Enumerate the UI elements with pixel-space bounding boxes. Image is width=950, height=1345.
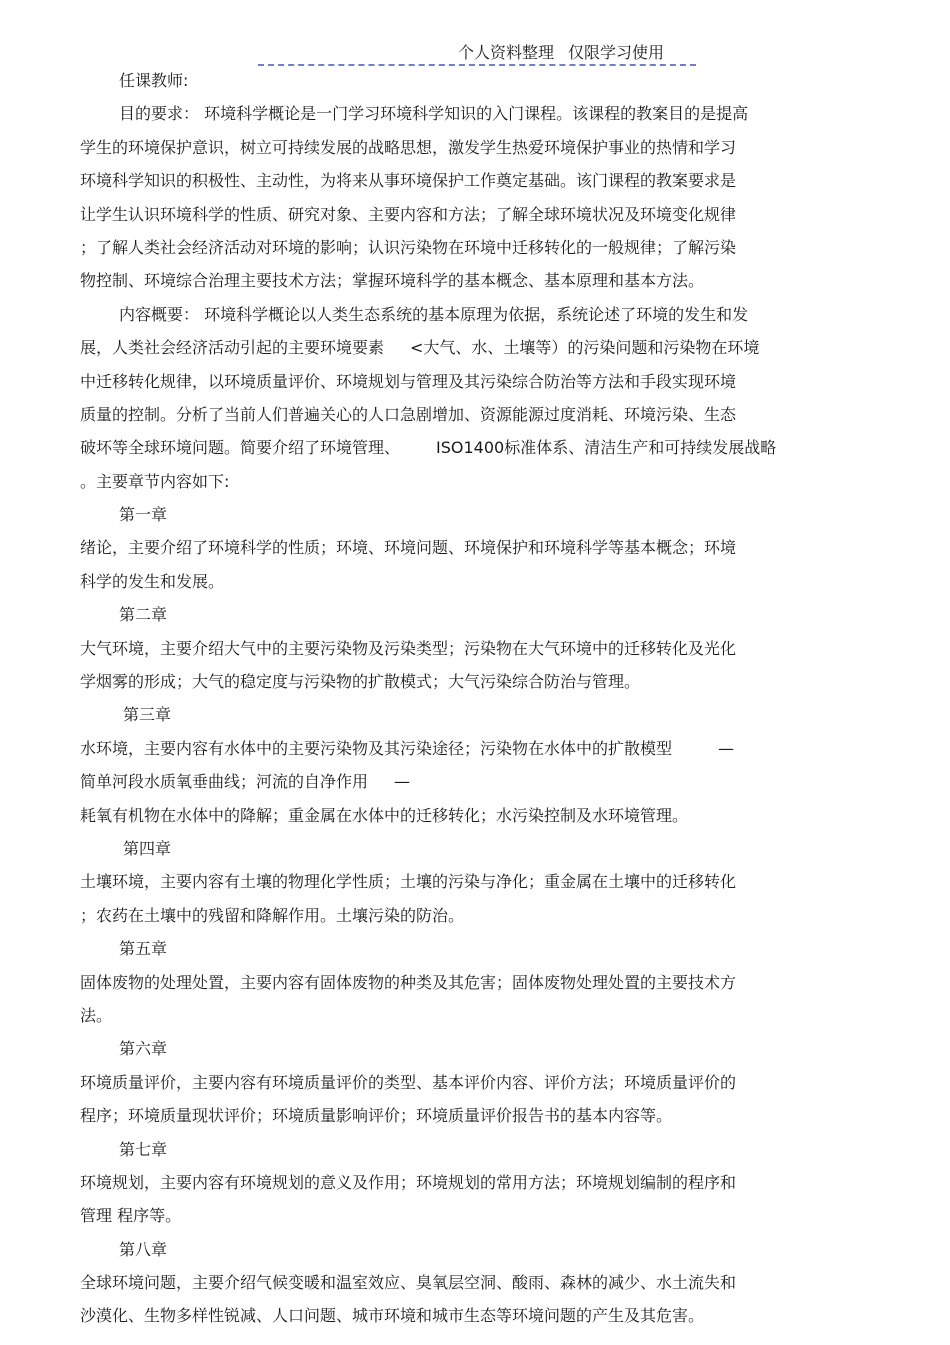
- chapter-1-line-2: 科学的发生和发展。: [80, 571, 225, 591]
- chapter-5-line-2: 法。: [80, 1005, 113, 1025]
- chapter-2-line-1: 大气环境，主要介绍大气中的主要污染物及污染类型；污染物在大气环境中的迁移转化及光化: [80, 638, 737, 658]
- chapter-2-line-2: 学烟雾的形成；大气的稳定度与污染物的扩散模式；大气污染综合防治与管理。: [80, 672, 641, 692]
- chapter-8-line-1: 全球环境问题，主要介绍气候变暖和温室效应、臭氧层空洞、酸雨、森林的减少、水土流失和: [80, 1273, 737, 1293]
- summary-line-5: [80, 431, 840, 464]
- page-header: [258, 42, 696, 66]
- chapter-5-heading: 第五章: [119, 939, 168, 959]
- summary-line-5b: ISO1400标准体系、清洁生产和可持续发展战略: [436, 438, 777, 458]
- chapter-8-heading: 第八章: [119, 1239, 168, 1259]
- objective-line-5: ；了解人类社会经济活动对环境的影响；认识污染物在环境中迁移转化的一般规律；了解污染: [80, 237, 737, 257]
- summary-line-2b: <大气、水、土壤等）的污染问题和污染物在环境: [410, 338, 760, 358]
- chapter-7-heading: 第七章: [119, 1139, 168, 1159]
- summary-line-5a: 破坏等全球环境问题。简要介绍了环境管理、: [80, 438, 401, 458]
- chapter-5-line-1: 固体废物的处理处置，主要内容有固体废物的种类及其危害；固体废物处理处置的主要技术方: [80, 972, 737, 992]
- chapter-3-line-1a: 水环境，主要内容有水体中的主要污染物及其污染途径；污染物在水体中的扩散模型: [80, 738, 673, 758]
- objective-line-3: 环境科学知识的积极性、主动性，为将来从事环境保护工作奠定基础。该门课程的教案要求是: [80, 171, 737, 191]
- summary-line-2a: 展，人类社会经济活动引起的主要环境要素: [80, 338, 385, 358]
- chapter-3-line-1: [80, 732, 840, 765]
- summary-line-3: 中迁移转化规律，以环境质量评价、环境规划与管理及其污染综合防治等方法和手段实现环境: [80, 371, 737, 391]
- summary-line-1: 内容概要： 环境科学概论以人类生态系统的基本原理为依据，系统论述了环境的发生和发: [119, 304, 749, 324]
- instructor-line: 任课教师:: [119, 71, 189, 90]
- summary-line-6: 。主要章节内容如下:: [80, 471, 230, 491]
- chapter-7-line-2: 管理 程序等。: [80, 1206, 182, 1226]
- objective-line-1: 目的要求： 环境科学概论是一门学习环境科学知识的入门课程。该课程的教案目的是提高: [119, 104, 749, 124]
- chapter-3-heading: 第三章: [123, 705, 172, 725]
- objective-line-2: 学生的环境保护意识，树立可持续发展的战略思想，激发学生热爱环境保护事业的热情和学习: [80, 137, 737, 157]
- summary-line-2: [80, 331, 840, 364]
- chapter-3-dash-1: —: [718, 738, 735, 758]
- chapter-6-heading: 第六章: [119, 1039, 168, 1059]
- objective-line-4: 让学生认识环境科学的性质、研究对象、主要内容和方法；了解全球环境状况及环境变化规律: [80, 204, 737, 224]
- chapter-1-heading: 第一章: [119, 505, 168, 525]
- objective-line-6: 物控制、环境综合治理主要技术方法；掌握环境科学的基本概念、基本原理和基本方法。: [80, 271, 705, 291]
- header-left-text: 个人资料整理: [458, 43, 555, 62]
- chapter-3-line-2a: 简单河段水质氧垂曲线；河流的自净作用: [80, 772, 369, 792]
- chapter-8-line-2: 沙漠化、生物多样性锐减、人口问题、城市环境和城市生态等环境问题的产生及其危害。: [80, 1306, 705, 1326]
- chapter-3-line-2: [80, 765, 840, 798]
- chapter-4-line-1: 土壤环境，主要内容有土壤的物理化学性质；土壤的污染与净化；重金属在土壤中的迁移转化: [80, 872, 737, 892]
- chapter-7-line-1: 环境规划，主要内容有环境规划的意义及作用；环境规划的常用方法；环境规划编制的程序和: [80, 1172, 737, 1192]
- chapter-6-line-1: 环境质量评价，主要内容有环境质量评价的类型、基本评价内容、评价方法；环境质量评价的: [80, 1072, 737, 1092]
- chapter-4-heading: 第四章: [123, 838, 172, 858]
- summary-line-4: 质量的控制。分析了当前人们普遍关心的人口急剧增加、资源能源过度消耗、环境污染、生态: [80, 404, 737, 424]
- chapter-1-line-1: 绪论，主要介绍了环境科学的性质；环境、环境问题、环境保护和环境科学等基本概念；环境: [80, 538, 737, 558]
- document-body: [80, 64, 840, 1333]
- header-right-text: 仅限学习使用: [568, 43, 665, 62]
- chapter-3-line-3: 耗氧有机物在水体中的降解；重金属在水体中的迁移转化；水污染控制及水环境管理。: [80, 805, 689, 825]
- chapter-3-dash-2: —: [394, 772, 411, 792]
- chapter-6-line-2: 程序；环境质量现状评价；环境质量影响评价；环境质量评价报告书的基本内容等。: [80, 1106, 673, 1126]
- chapter-4-line-2: ；农药在土壤中的残留和降解作用。土壤污染的防治。: [80, 905, 465, 925]
- chapter-2-heading: 第二章: [119, 605, 168, 625]
